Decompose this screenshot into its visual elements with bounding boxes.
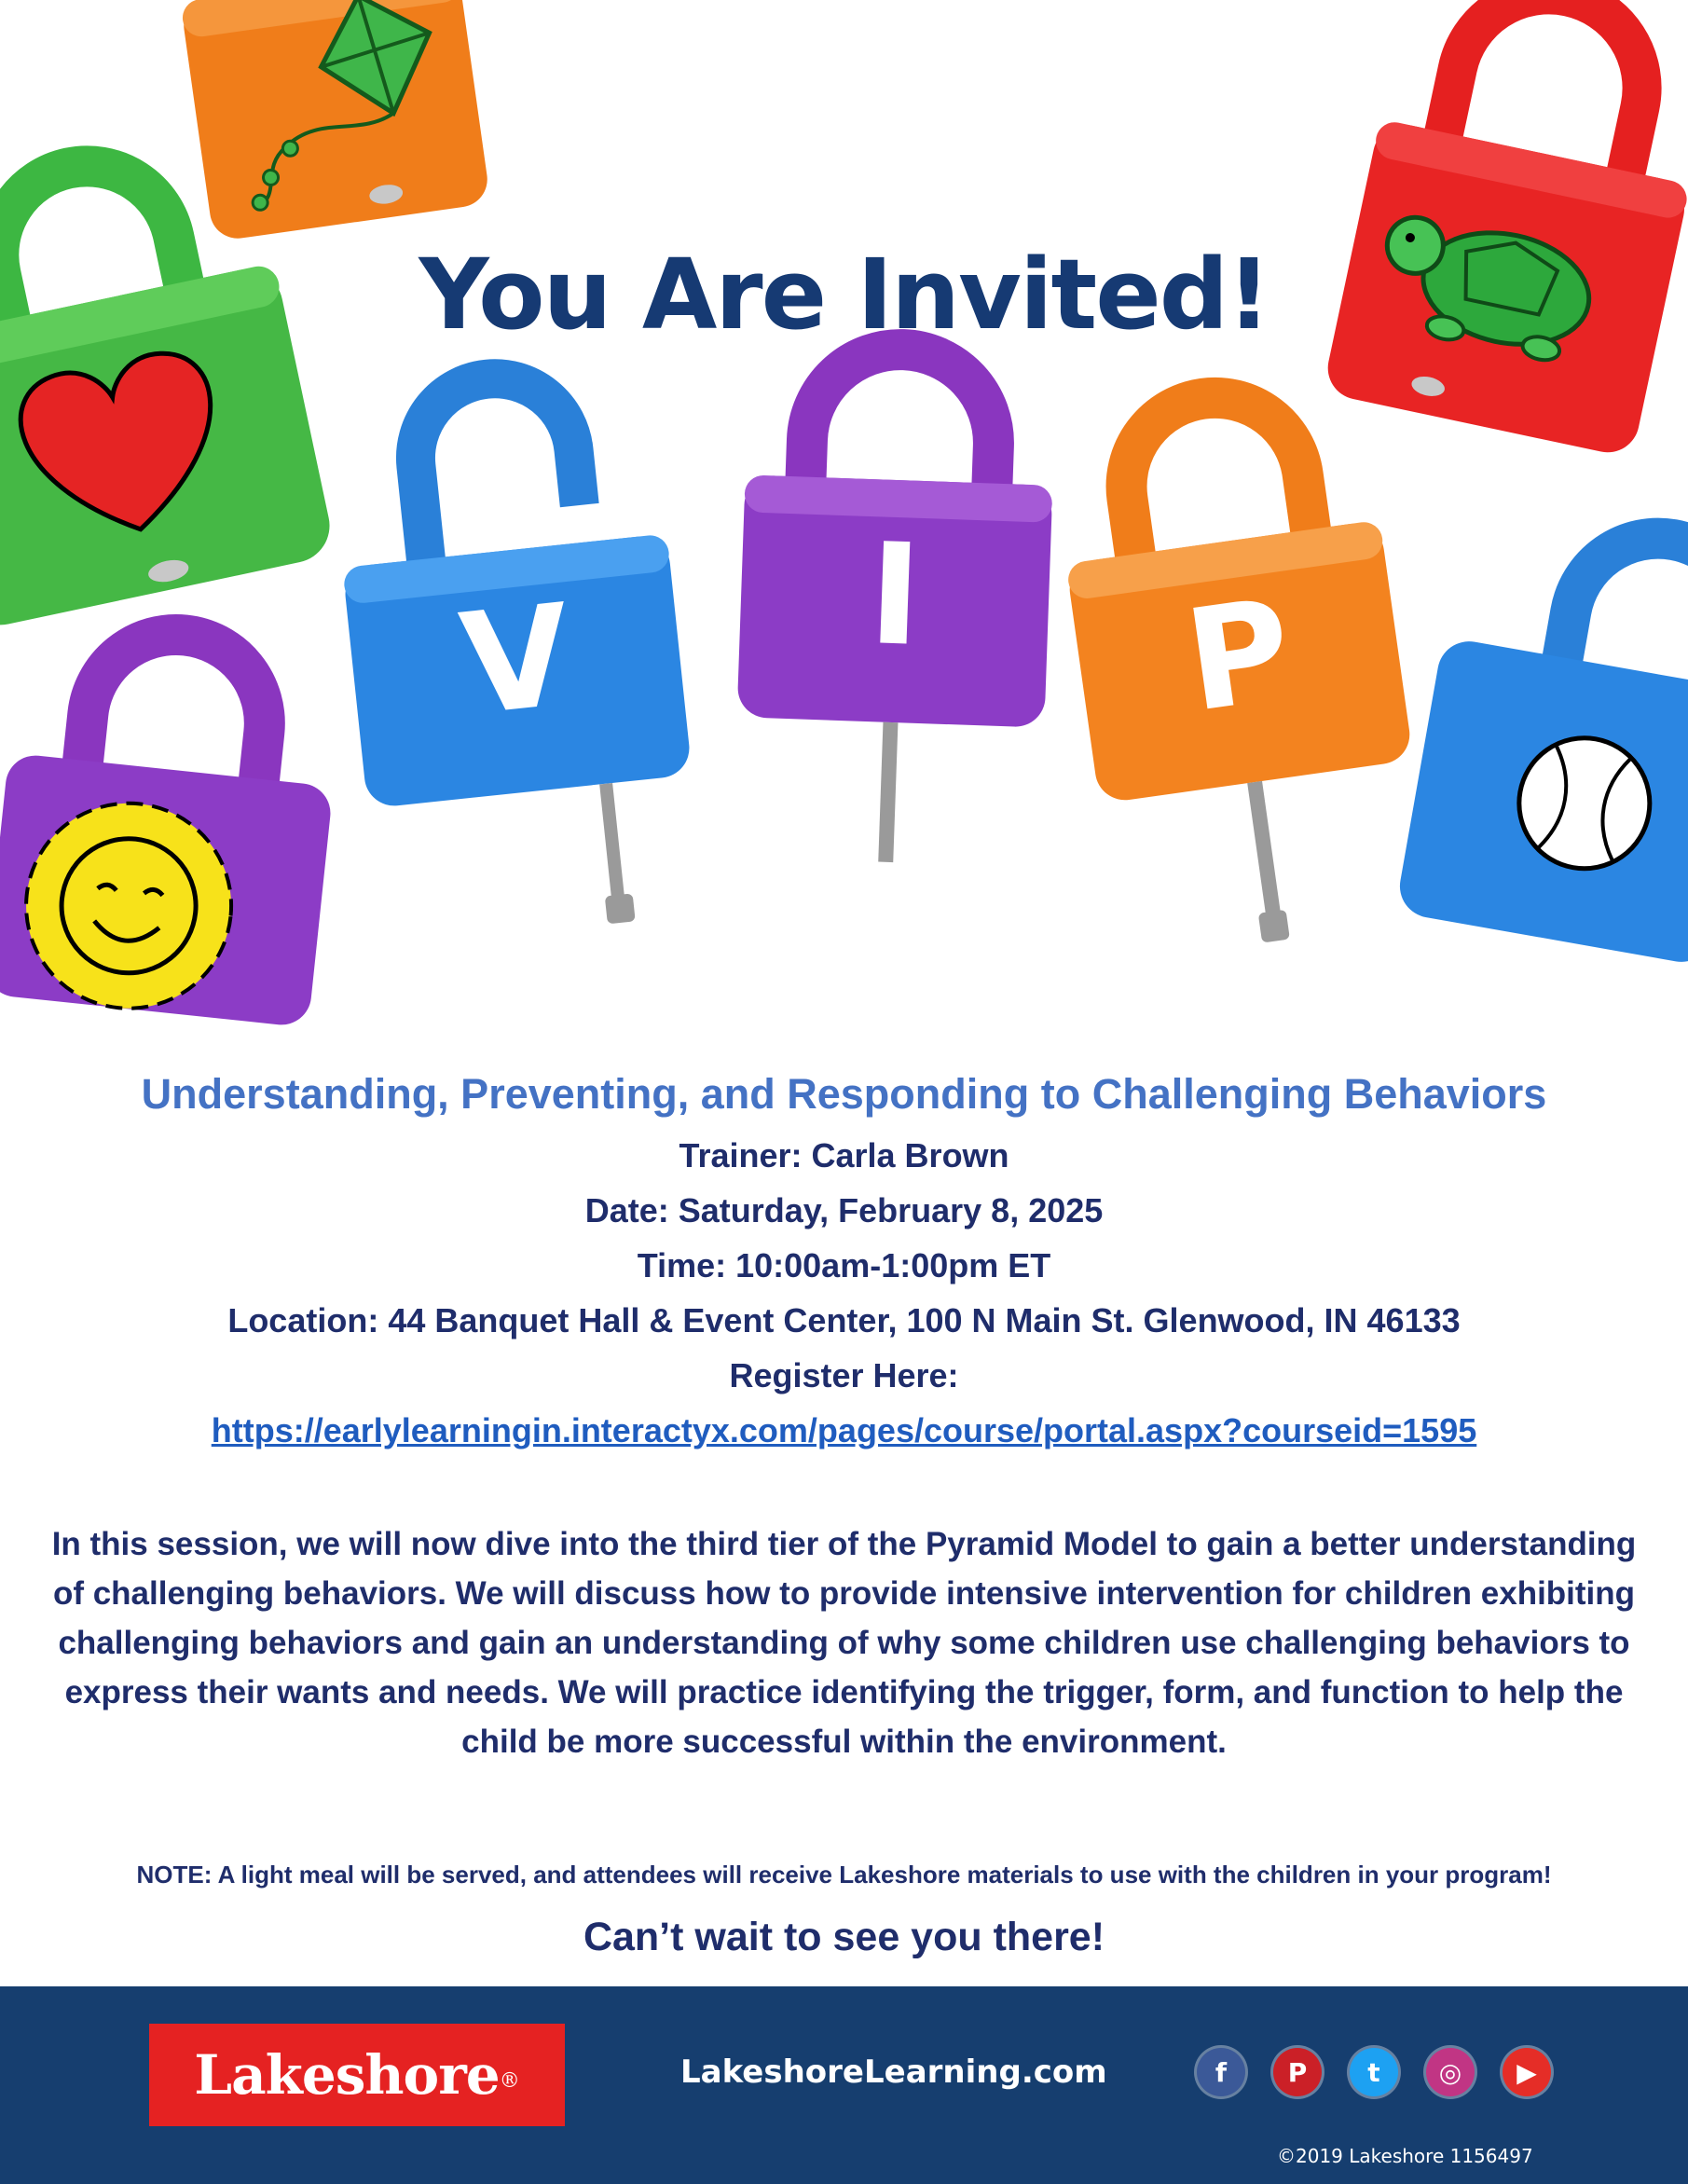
registration-link[interactable]: https://earlylearningin.interactyx.com/pages/course/portal.aspx?courseid=1595	[211, 1411, 1477, 1449]
trainer-line: Trainer: Carla Brown	[679, 1136, 1009, 1174]
blue-baseball-lock	[1395, 503, 1688, 967]
time-line: Time: 10:00am-1:00pm ET	[637, 1246, 1051, 1284]
youtube-icon[interactable]: ▶	[1503, 2048, 1551, 2096]
lakeshore-logo[interactable]	[149, 2024, 565, 2126]
copyright-text: ©2019 Lakeshore 1156497	[1277, 2145, 1533, 2167]
facebook-icon[interactable]: f	[1197, 2048, 1245, 2096]
purple-i-lock	[732, 344, 1057, 867]
lock-letter-p: P	[1176, 569, 1301, 744]
pinterest-icon[interactable]: P	[1273, 2048, 1322, 2096]
invitation-headline: You Are Invited!	[419, 238, 1269, 351]
twitter-icon[interactable]: t	[1350, 2048, 1398, 2096]
lock-letter-i: I	[866, 514, 925, 678]
session-description: In this session, we will now dive into the third tier of the Pyramid Model to gain a better understanding of challenging behaviors. We will discuss how to provide intensive intervention for children exhibiting challenging behaviors and gain an understanding of why some children use challenging behaviors to express their wants and needs. We will practice identifying the trigger, form, and function to help the child be more successful within the environment.	[51, 1526, 1637, 1760]
purple-sun-lock	[0, 618, 348, 1027]
meal-note: NOTE: A light meal will be served, and attendees will receive Lakeshore materials to use with the children in your program!	[136, 1861, 1552, 1889]
logo-wordmark: Lakeshore	[194, 2043, 500, 2107]
register-label: Register Here:	[729, 1356, 959, 1394]
closing-line: Can’t wait to see you there!	[583, 1915, 1105, 1959]
padlocks-illustration	[0, 0, 1688, 1053]
orange-kite-lock	[180, 0, 490, 242]
event-details	[0, 1070, 1688, 1458]
course-title: Understanding, Preventing, and Responding to Challenging Behaviors	[141, 1070, 1547, 1118]
lock-letter-v: V	[454, 574, 579, 748]
location-line: Location: 44 Banquet Hall & Event Center, 100 N Main St. Glenwood, IN 46133	[227, 1301, 1461, 1339]
blue-v-lock	[324, 362, 707, 947]
hero-illustration	[0, 0, 1688, 1053]
social-icons	[1197, 2048, 1551, 2096]
footer	[0, 1986, 1688, 2184]
registered-mark: ®	[499, 2068, 520, 2093]
orange-p-lock	[1046, 377, 1435, 963]
red-turtle-lock	[1322, 0, 1688, 459]
website-link[interactable]: LakeshoreLearning.com	[680, 2054, 1107, 2091]
date-line: Date: Saturday, February 8, 2025	[584, 1191, 1104, 1229]
instagram-icon[interactable]: ◎	[1426, 2048, 1475, 2096]
